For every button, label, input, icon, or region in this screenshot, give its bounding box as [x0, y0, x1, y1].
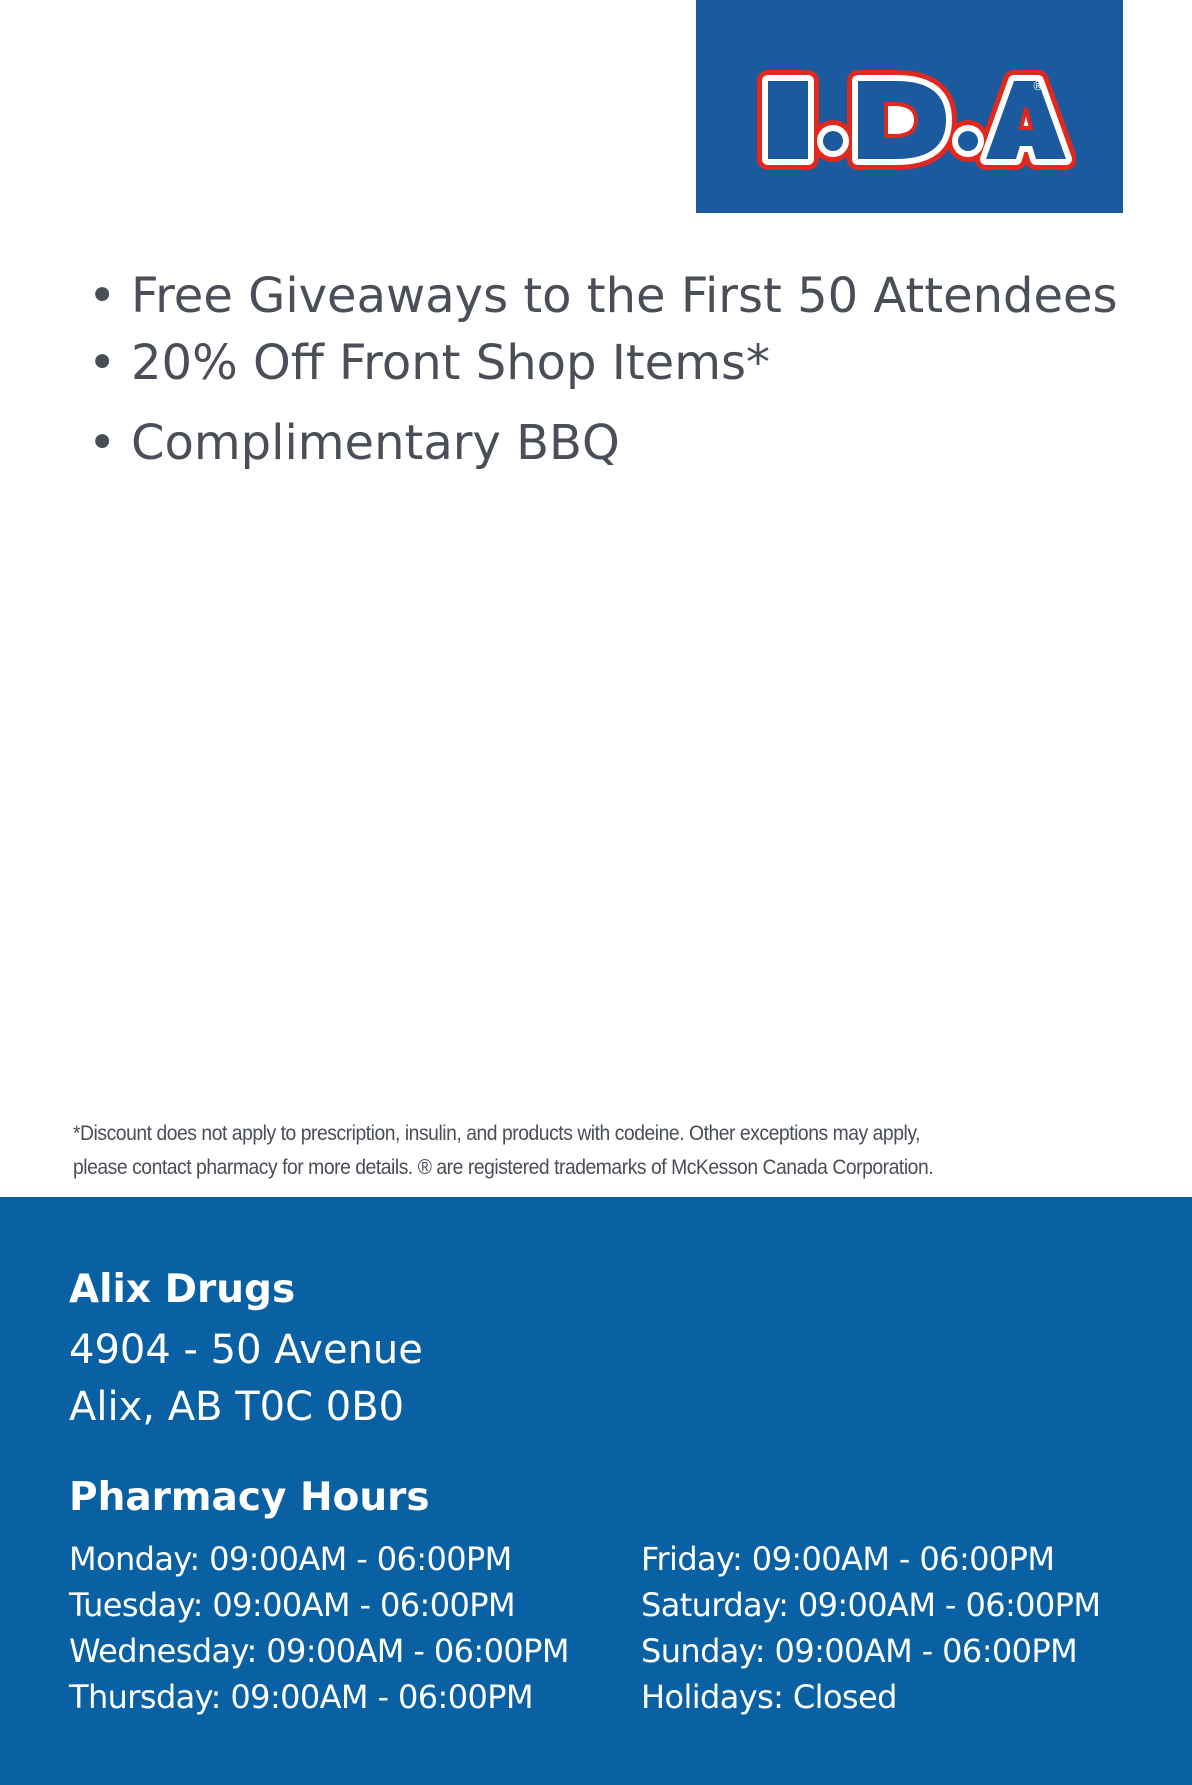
hours-column-right: [641, 1536, 1100, 1720]
hours-row: Saturday: 09:00AM - 06:00PM: [641, 1586, 1101, 1624]
hours-title: Pharmacy Hours: [69, 1475, 430, 1520]
offer-text: Free Giveaways to the First 50 Attendees: [131, 268, 1118, 324]
bullet-icon: •: [88, 334, 117, 391]
bullet-icon: •: [88, 268, 117, 324]
hours-row: Tuesday: 09:00AM - 06:00PM: [69, 1586, 515, 1624]
disclaimer-line: please contact pharmacy for more details. ® are registered trademarks of McKesson Canada Corporation.: [73, 1156, 934, 1179]
hours-column-left: [69, 1536, 569, 1720]
store-name: Alix Drugs: [69, 1267, 296, 1312]
bullet-icon: •: [88, 414, 117, 471]
ida-logo-mark: [746, 68, 1076, 180]
offers-list: [88, 270, 1118, 469]
ida-logo: [696, 0, 1123, 213]
store-address: [69, 1322, 423, 1436]
hours-row: Friday: 09:00AM - 06:00PM: [641, 1540, 1055, 1578]
offer-item: [88, 270, 1118, 323]
offer-text: Complimentary BBQ: [131, 414, 620, 471]
hours-row: Monday: 09:00AM - 06:00PM: [69, 1540, 512, 1578]
store-info-footer: [0, 1197, 1192, 1785]
hours-row: Thursday: 09:00AM - 06:00PM: [69, 1678, 533, 1716]
offer-text: 20% Off Front Shop Items*: [131, 334, 770, 391]
hours-row: Wednesday: 09:00AM - 06:00PM: [69, 1632, 569, 1670]
address-line: 4904 - 50 Avenue: [69, 1327, 423, 1373]
offer-item: [88, 334, 1118, 391]
address-line: Alix, AB T0C 0B0: [69, 1384, 405, 1430]
hours-row: Sunday: 09:00AM - 06:00PM: [641, 1632, 1078, 1670]
hours-row: Holidays: Closed: [641, 1678, 897, 1716]
offer-item: [88, 414, 1118, 471]
disclaimer: [73, 1117, 1039, 1185]
disclaimer-line: *Discount does not apply to prescription, insulin, and products with codeine. Other exceptions may apply,: [73, 1122, 921, 1145]
registered-mark: ®: [1032, 79, 1044, 93]
